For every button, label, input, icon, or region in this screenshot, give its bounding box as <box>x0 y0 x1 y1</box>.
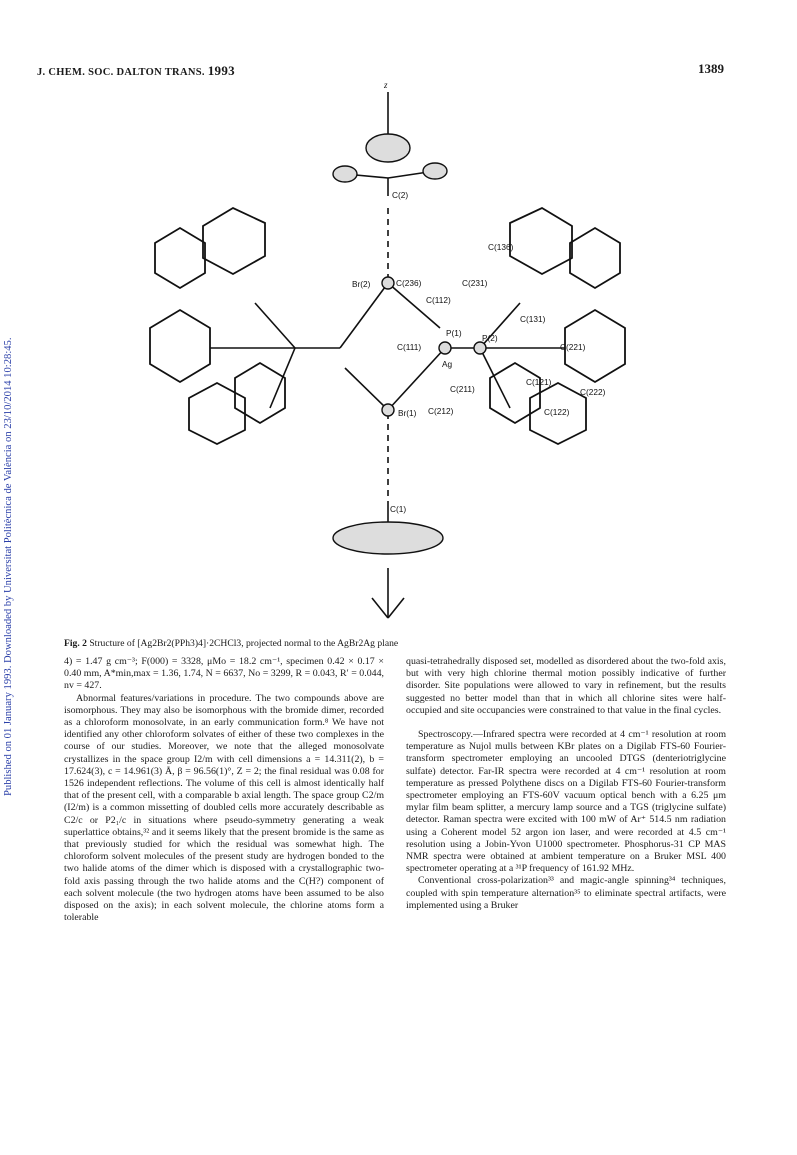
atom-label: C(136) <box>488 242 514 252</box>
atom-label: Br(1) <box>398 408 417 418</box>
atom-label: C(112) <box>426 295 451 305</box>
atom-label: C(111) <box>397 342 422 352</box>
running-header <box>37 63 235 79</box>
atom-label: C(221) <box>560 342 586 352</box>
atom-label: P(2) <box>482 333 498 343</box>
atom-label: C(211) <box>450 384 475 394</box>
atom-label: C(1) <box>390 504 407 514</box>
atom-label: C(231) <box>462 278 488 288</box>
left-column <box>64 656 384 924</box>
atom-label: Ag <box>442 359 453 369</box>
caption-label: Fig. 2 <box>64 638 87 649</box>
left-paragraph-2: Abnormal features/variations in procedure. The two compounds above are isomorphous. They may also be isomorphous with the bromide dimer, recorded as a chloroform monosolvate, in an early communication form.⁸ We have not identified any other chloroform solvates of either of these two complexes in the course of our studies. Moreover, we note that the alleged monosolvate crystallizes in the space group I2/m with cell dimensions a = 14.311(2), b = 17.624(3), c = 14.961(3) Å, β = 96.56(1)°, Z = 2; the final residual was 0.08 for 1526 independent reflections. The volume of this cell is almost identically half that of the present cell, with a comparable b axial length. The space group C2/m (I2/m) is a common missetting of doubled cells more accurately describable as C2/c or P2₁/c in situations where pseudo-symmetry generating a weak superlattice obtains,³² and it seems likely that the present bromide is the same as that previously studied for which the residual was somewhat high. The chloroform solvent molecules of the present study are hydrogen bonded to the two halide atoms of the dimer which is disposed with a crystallographic two-fold axis passing through the two halide atoms and the C(H?) component of each solvent molecule (the two hydrogen atoms have been assumed to be also disposed on the axis); in each solvent molecule, the chlorine atoms form a tolerable <box>64 692 384 924</box>
figure-caption <box>64 638 724 649</box>
atom-label: Br(2) <box>352 279 371 289</box>
right-paragraph-2: Spectroscopy.—Infrared spectra were recorded at 4 cm⁻¹ resolution at room temperature as Nujol mulls between KBr plates on a Digilab FTS-60 Fourier-transform spectrometer employing an uncooled DTGS (denteriotriglycine sulfate) detector. Far-IR spectra were recorded at 4 cm⁻¹ resolution at room temperature as pressed Polythene discs on a Digilab FTS-60 Fourier-transform spectrometer employing an FTS-60V vacuum optical bench with a 6.25 μm mylar film beam splitter, a mercury lamp source and a TGS (triglycine sulfate) detector. Raman spectra were excited with 100 mW of Ar⁺ 514.5 nm radiation using a Coherent model 52 argon ion laser, and were recorded at 4.5 cm⁻¹ resolution using a Jobin-Yvon U1000 spectrometer. Phosphorus-31 CP MAS NMR spectra were obtained at ambient temperature on a Bruker MSL 400 spectrometer operating at a ³¹P frequency of 161.92 MHz. <box>406 729 726 875</box>
atom-label: C(236) <box>396 278 422 288</box>
crystal-structure-figure <box>90 78 710 623</box>
atom-label: C(121) <box>526 377 552 387</box>
atom-label: C(222) <box>580 387 606 397</box>
right-paragraph-3: Conventional cross-polarization³³ and magic-angle spinning³⁴ techniques, coupled with spin temperature alternation³⁵ to eliminate spectral artifacts, were implemented using a Bruker <box>406 875 726 911</box>
z-axis-label: z <box>384 80 388 90</box>
right-paragraph-1: quasi-tetrahedrally disposed set, modelled as disordered about the two-fold axis, but with very high chlorine thermal motion possibly indicative of further disorder. Site populations were allowed to vary in refinement, but the results suggested no better model than that in which all chlorine sites were half-occupied and site occupancies were constrained to that value in the final cycles. <box>406 656 726 716</box>
download-watermark: Published on 01 January 1993. Downloaded by Universitat Politècnica de València on 23/10/2014 10:28:45. <box>3 337 14 796</box>
journal-name: J. CHEM. SOC. DALTON TRANS. <box>37 67 205 78</box>
atom-label: C(122) <box>544 407 570 417</box>
atom-label: P(1) <box>446 328 462 338</box>
right-column <box>406 656 726 912</box>
atom-label: C(131) <box>520 314 546 324</box>
caption-text: Structure of [Ag2Br2(PPh3)4]·2CHCl3, projected normal to the AgBr2Ag plane <box>89 638 399 649</box>
atom-label: C(212) <box>428 406 454 416</box>
page-number: 1389 <box>698 61 724 76</box>
atom-label: C(2) <box>392 190 409 200</box>
journal-year: 1993 <box>207 63 235 78</box>
left-paragraph-1: 4) = 1.47 g cm⁻³; F(000) = 3328, μMo = 18.2 cm⁻¹, specimen 0.42 × 0.17 × 0.40 mm, A*min,max = 1.36, 1.74, N = 6637, No = 3299, R = 0.043, R′ = 0.044, nv = 427. <box>64 656 384 692</box>
